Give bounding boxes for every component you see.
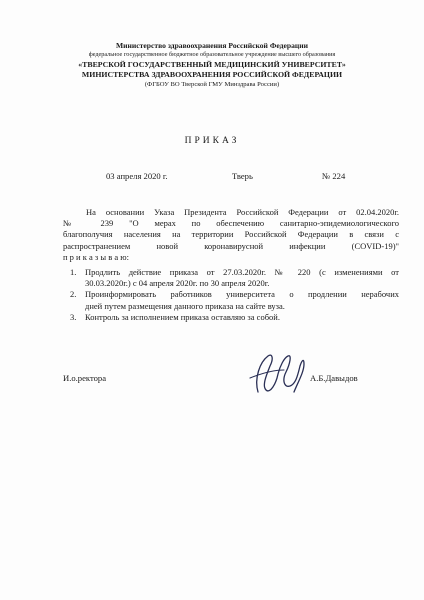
signatory-name: А.Б.Давыдов [310, 373, 358, 383]
preamble-line: На основании Указа Президента Российской Федерации от 02.04.2020г. [86, 207, 399, 217]
document-date: 03 апреля 2020 г. [106, 171, 168, 181]
list-item-text: Проинформировать работников университета о продлении нерабочих [85, 289, 399, 300]
document-title: ПРИКАЗ [184, 136, 240, 146]
list-item-text: Продлить действие приказа от 27.03.2020г. № 220 (с изменениями от [85, 267, 399, 277]
preamble-line: благополучия населения на территории Российской Федерации в связи с [63, 229, 399, 240]
header-institution-type: федеральное государственное бюджетное образовательное учреждение высшего образования [88, 51, 336, 58]
order-items [63, 267, 399, 323]
preamble-line: распространением новой коронавирусной инфекции (COVID-19)" [63, 240, 399, 251]
preamble-line: № 239 "О мерах по обеспечению санитарно-эпидемиологического [63, 218, 399, 229]
list-item-number: 3. [70, 311, 77, 322]
preamble [63, 207, 399, 263]
signatory-position: И.о.ректора [63, 373, 107, 383]
list-item-text: 30.03.2020г.) с 04 апреля 2020г. по 30 апреля 2020г. [85, 278, 270, 289]
list-item-text: Контроль за исполнением приказа оставляю за собой. [85, 311, 280, 322]
list-item-text: дней путем размещения данного приказа на сайте вуза. [85, 300, 285, 311]
header-ministry-caps: МИНИСТЕРСТВА ЗДРАВООХРАНЕНИЯ РОССИЙСКОЙ ФЕДЕРАЦИИ [81, 70, 343, 79]
list-item-number: 2. [70, 289, 77, 300]
header-university: «ТВЕРСКОЙ ГОСУДАРСТВЕННЫЙ МЕДИЦИНСКИЙ УНИВЕРСИТЕТ» [78, 60, 346, 69]
handwritten-signature [244, 348, 316, 398]
document-number: № 224 [322, 171, 346, 181]
document-city: Тверь [232, 171, 253, 181]
header-abbreviation: (ФГБОУ ВО Тверской ГМУ Минздрава России) [144, 81, 280, 88]
order-word: п р и к а з ы в а ю: [63, 251, 129, 262]
list-item [63, 267, 399, 289]
list-item [63, 289, 399, 311]
list-item-number: 1. [70, 267, 77, 277]
list-item [63, 312, 399, 323]
header-ministry: Министерство здравоохранения Российской Федерации [116, 41, 308, 50]
